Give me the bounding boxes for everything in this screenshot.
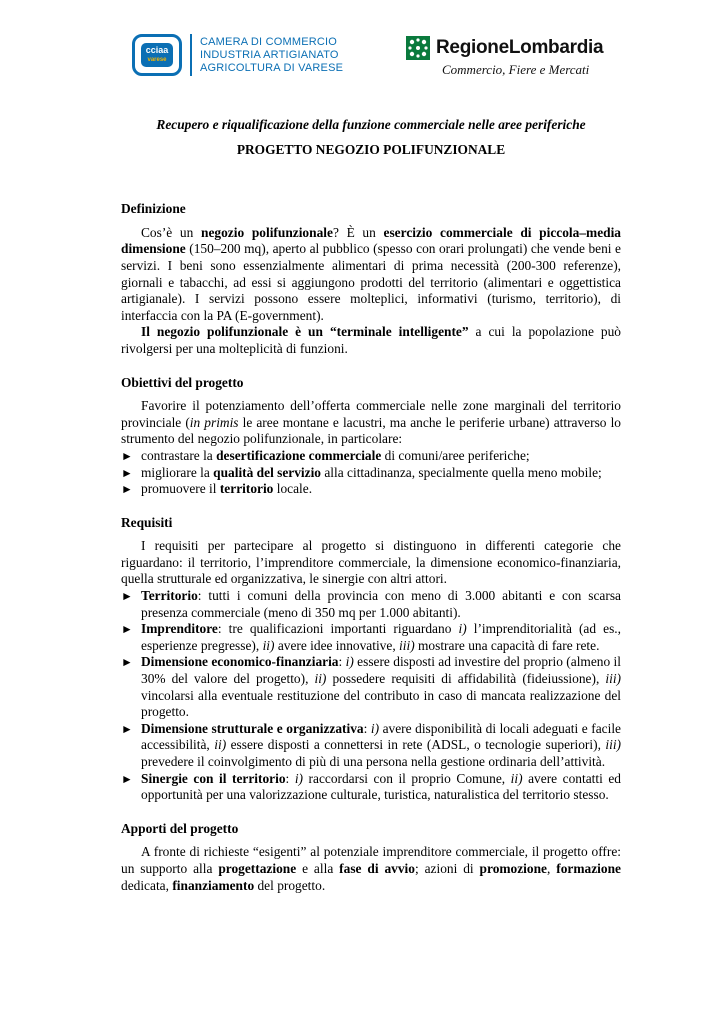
bullet-arrow-icon: ► bbox=[121, 771, 133, 786]
list-item: ► Imprenditore: tre qualificazioni importanti riguardano i) l’imprenditorialità (ad es., esperienze pregresse), ii) avere idee innovative, iii) mostrare una capacità di fare rete. bbox=[121, 621, 621, 653]
paragraph: Il negozio polifunzionale è un “terminale intelligente” a cui la popolazione può rivolgersi per una molteplicità di funzioni. bbox=[121, 324, 621, 356]
section-heading: Obiettivi del progetto bbox=[121, 374, 244, 390]
bullet-arrow-icon: ► bbox=[121, 589, 133, 604]
section-heading: Requisiti bbox=[121, 514, 173, 530]
section-definizione bbox=[121, 201, 621, 357]
bullet-arrow-icon: ► bbox=[121, 655, 133, 670]
rosa-camuna-icon bbox=[406, 36, 430, 60]
document-subtitle: Recupero e riqualificazione della funzione commerciale nelle aree periferiche bbox=[156, 117, 586, 132]
cciaa-logo bbox=[132, 34, 343, 76]
bullet-arrow-icon: ► bbox=[121, 622, 133, 637]
list-item: ► Sinergie con il territorio: i) raccordarsi con il proprio Comune, ii) avere contatti ed opportunità per una valorizzazione culturale, turistica, naturalistica del territorio stesso. bbox=[121, 770, 621, 803]
cciaa-name: CAMERA DI COMMERCIO INDUSTRIA ARTIGIANATO AGRICOLTURA DI VARESE bbox=[200, 35, 344, 74]
paragraph: Favorire il potenziamento dell’offerta commerciale nelle zone marginali del territorio provinciale (in primis le aree montane e lacustri, ma anche le periferie urbane) attraverso lo strumento del negozio polifunzionale, in particolare: bbox=[121, 398, 621, 447]
document-body bbox=[121, 117, 621, 894]
list-item: ► Dimensione strutturale e organizzativa: i) avere disponibilità di locali adeguati e facile accessibilità, ii) essere disposti a connettersi in rete (ADSL, o tecnologie superiori), iii) prevedere il coinvolgimento di più di una persona nella gestione ordinaria dell’attività. bbox=[121, 720, 621, 769]
region-department: Commercio, Fiere e Mercati bbox=[442, 62, 590, 77]
section-heading: Apporti del progetto bbox=[121, 820, 239, 836]
bullet-arrow-icon: ► bbox=[121, 465, 133, 480]
list-item: ► contrastare la desertificazione commerciale di comuni/aree periferiche; bbox=[121, 447, 530, 463]
list-item: ► Dimensione economico-finanziaria: i) essere disposti ad investire del proprio (almeno il 30% del valore del progetto), ii) possedere requisiti di affidabilità (fideiussione), iii) vincolarsi alla eventuale restituzione del contributo in caso di mancata realizzazione del progetto. bbox=[121, 654, 621, 720]
regione-lombardia-logo bbox=[406, 36, 626, 78]
bullet-arrow-icon: ► bbox=[121, 448, 133, 463]
section-apporti bbox=[121, 821, 621, 894]
paragraph: A fronte di richieste “esigenti” al potenziale imprenditore commerciale, il progetto offre: un supporto alla progettazione e alla fase di avvio; azioni di promozione, formazione dedicata, finanziamento del progetto. bbox=[121, 844, 621, 893]
cciaa-badge-icon: cciaa varese bbox=[132, 34, 182, 76]
paragraph: I requisiti per partecipare al progetto si distinguono in differenti categorie che riguardano: il territorio, l’imprenditore commerciale, la dimensione economico-finanziaria, quella strutturale ed organizzativa, le sinergie con altri attori. bbox=[121, 538, 621, 587]
list-item: ► migliorare la qualità del servizio alla cittadinanza, specialmente quella meno mobile; bbox=[121, 464, 602, 480]
document-title: PROGETTO NEGOZIO POLIFUNZIONALE bbox=[236, 141, 506, 157]
list-item: ► Territorio: tutti i comuni della provincia con meno di 3.000 abitanti e con scarsa presenza commerciale (meno di 350 mq per 1.000 abitanti). bbox=[121, 588, 621, 620]
cciaa-separator bbox=[190, 34, 192, 76]
list-item: ► promuovere il territorio locale. bbox=[121, 481, 313, 497]
bullet-arrow-icon: ► bbox=[121, 721, 133, 736]
bullet-arrow-icon: ► bbox=[121, 482, 133, 497]
section-obiettivi bbox=[121, 375, 621, 498]
section-heading: Definizione bbox=[121, 201, 186, 217]
region-name: RegioneLombardia bbox=[436, 37, 604, 58]
paragraph: Cos’è un negozio polifunzionale? È un esercizio commerciale di piccola–media dimensione (150–200 mq), aperto al pubblico (spesso con orari prolungati) che vende beni e servizi. I beni sono essenzialmente alimentari di prima necessità (200-300 referenze), giornali e tabacchi, ad essi si aggiungono prodotti del territorio (alimentari e oggettistica artigianale). I servizi possono essere molteplici, informativi (turismo, territorio), di interfaccia con la PA (E-government). bbox=[121, 224, 621, 323]
section-requisiti bbox=[121, 515, 621, 804]
